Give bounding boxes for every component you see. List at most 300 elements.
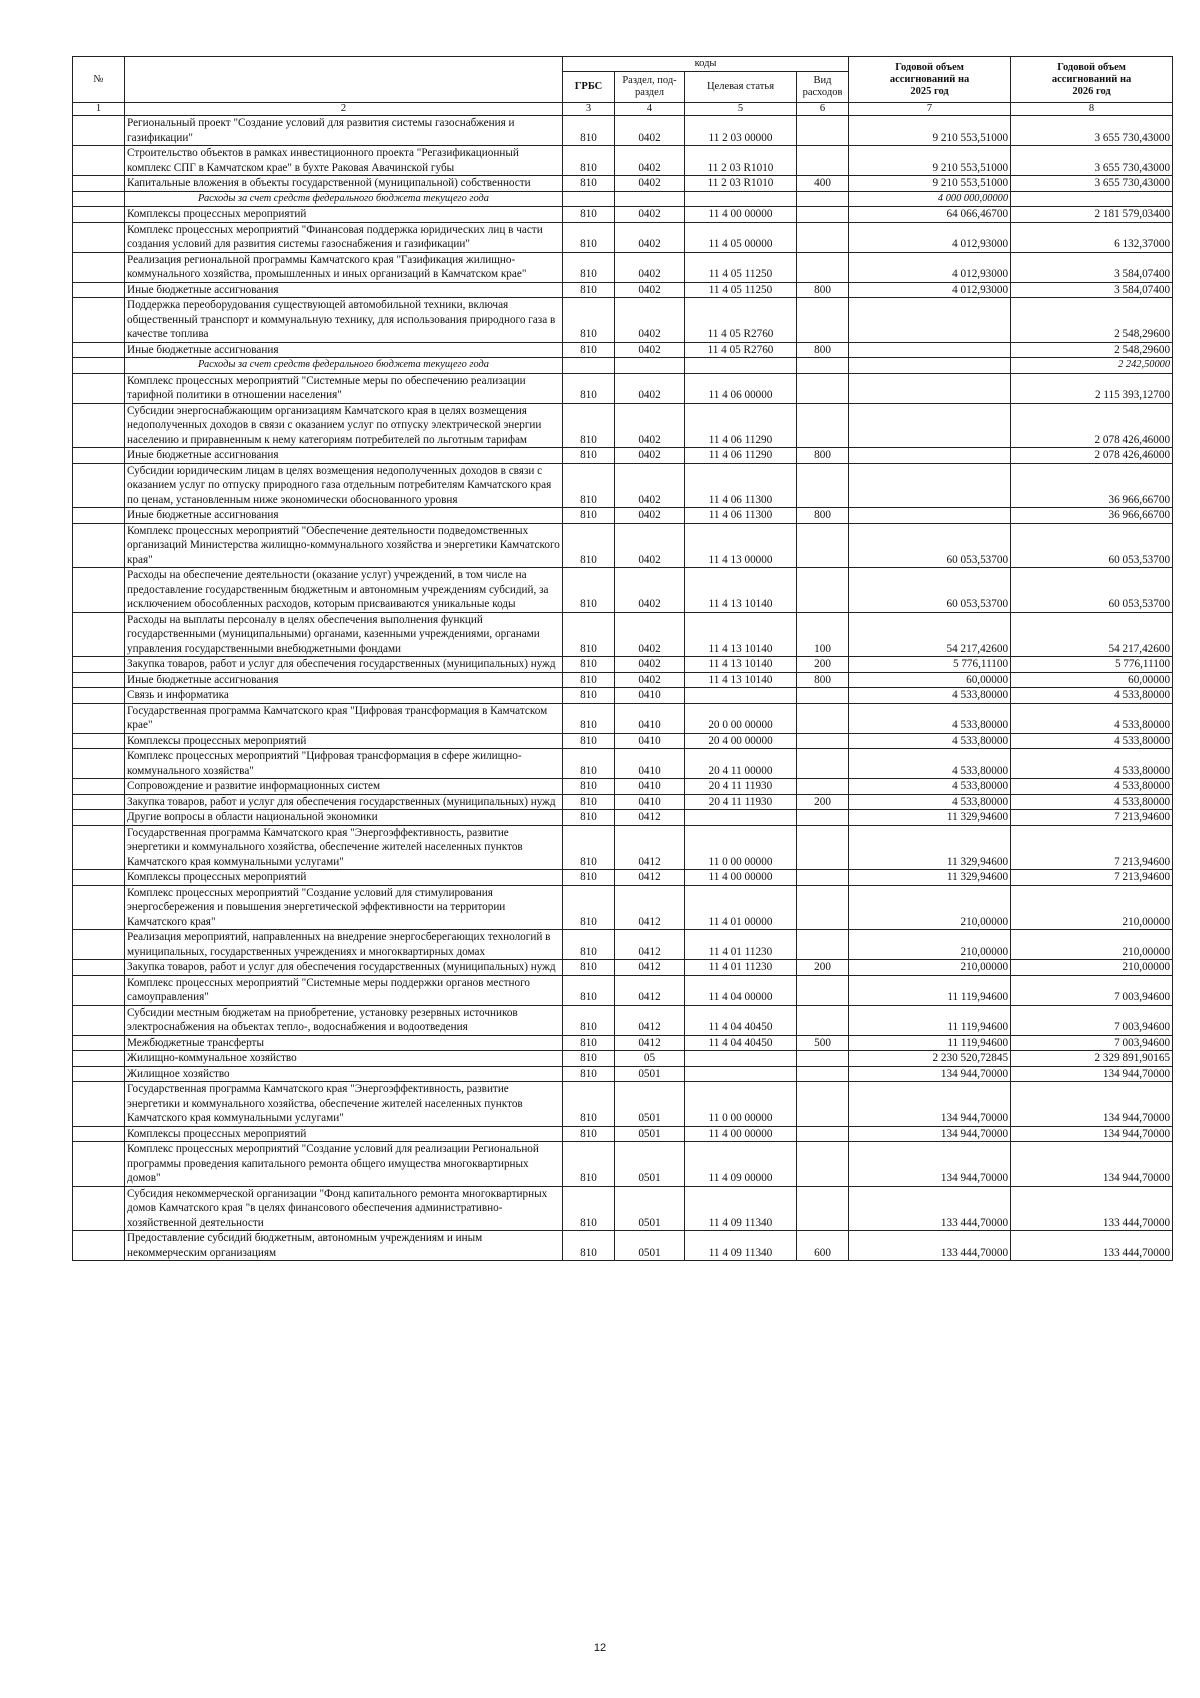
row-grbs-cell: 810 — [563, 930, 615, 960]
row-target-cell: 11 4 05 R2760 — [685, 342, 797, 358]
row-grbs-cell: 810 — [563, 779, 615, 795]
table-row — [73, 1082, 1173, 1127]
row-2025-cell: 134 944,70000 — [849, 1066, 1011, 1082]
row-vid-cell — [797, 688, 849, 704]
row-vid-cell — [797, 568, 849, 613]
table-row — [73, 523, 1173, 568]
row-grbs-cell: 810 — [563, 448, 615, 464]
row-2025-cell — [849, 373, 1011, 403]
row-name-cell: Другие вопросы в области национальной экономики — [125, 810, 563, 826]
row-2025-cell — [849, 508, 1011, 524]
row-number-cell — [73, 1186, 125, 1231]
row-target-cell: 11 4 09 11340 — [685, 1186, 797, 1231]
row-target-cell: 20 4 11 11930 — [685, 794, 797, 810]
row-2026-cell: 2 548,29600 — [1011, 342, 1173, 358]
row-razdel-cell: 0501 — [615, 1126, 685, 1142]
row-number-cell — [73, 1231, 125, 1261]
table-row — [73, 298, 1173, 343]
row-vid-cell — [797, 975, 849, 1005]
row-name-cell: Расходы на выплаты персоналу в целях обеспечения выполнения функций государственными (муниципальными) органами, казенными учреждениями, органами управления государственными внебюджетными фондами — [125, 612, 563, 657]
row-target-cell: 11 4 05 R2760 — [685, 298, 797, 343]
table-row — [73, 810, 1173, 826]
row-2025-cell: 60,00000 — [849, 672, 1011, 688]
row-target-cell: 11 4 04 40450 — [685, 1035, 797, 1051]
row-name-cell: Поддержка переоборудования существующей автомобильной техники, включая общественный транспорт и коммунальную технику, для использования природного газа в качестве топлива — [125, 298, 563, 343]
row-number-cell — [73, 1005, 125, 1035]
row-vid-cell — [797, 222, 849, 252]
row-2026-cell: 54 217,42600 — [1011, 612, 1173, 657]
table-row — [73, 1126, 1173, 1142]
row-vid-cell — [797, 463, 849, 508]
row-number-cell — [73, 282, 125, 298]
row-grbs-cell: 810 — [563, 282, 615, 298]
row-target-cell: 11 4 04 40450 — [685, 1005, 797, 1035]
row-name-cell: Субсидии энергоснабжающим организациям Камчатского края в целях возмещения недополученных доходов в связи с оказанием услуг по отпуску электрической энергии населению и приравненным к нему категориям потребителей по льготным тарифам — [125, 403, 563, 448]
row-vid-cell — [797, 825, 849, 870]
row-grbs-cell: 810 — [563, 657, 615, 673]
header-num: № — [73, 57, 125, 103]
row-2026-cell: 210,00000 — [1011, 885, 1173, 930]
row-2026-cell: 60 053,53700 — [1011, 568, 1173, 613]
row-grbs-cell: 810 — [563, 222, 615, 252]
row-razdel-cell: 0501 — [615, 1082, 685, 1127]
row-name-cell: Расходы за счет средств федерального бюджета текущего года — [125, 191, 563, 207]
table-row — [73, 191, 1173, 207]
row-vid-cell — [797, 749, 849, 779]
row-number-cell — [73, 448, 125, 464]
row-vid-cell — [797, 298, 849, 343]
row-grbs-cell: 810 — [563, 1231, 615, 1261]
budget-table — [72, 56, 1173, 1261]
row-name-cell: Комплекс процессных мероприятий "Финансовая поддержка юридических лиц в части создания условий для развития системы газоснабжения и газификации" — [125, 222, 563, 252]
table-row — [73, 885, 1173, 930]
row-number-cell — [73, 523, 125, 568]
row-vid-cell: 200 — [797, 657, 849, 673]
row-vid-cell — [797, 523, 849, 568]
row-2025-cell: 210,00000 — [849, 885, 1011, 930]
table-row — [73, 960, 1173, 976]
row-razdel-cell: 0412 — [615, 885, 685, 930]
table-row — [73, 176, 1173, 192]
row-2026-cell: 4 533,80000 — [1011, 703, 1173, 733]
row-2025-cell: 210,00000 — [849, 960, 1011, 976]
row-vid-cell — [797, 146, 849, 176]
row-number-cell — [73, 191, 125, 207]
row-grbs-cell: 810 — [563, 252, 615, 282]
row-2026-cell: 134 944,70000 — [1011, 1142, 1173, 1187]
row-number-cell — [73, 885, 125, 930]
row-vid-cell: 800 — [797, 342, 849, 358]
row-target-cell: 20 4 11 11930 — [685, 779, 797, 795]
row-razdel-cell: 0402 — [615, 373, 685, 403]
row-2025-cell: 4 533,80000 — [849, 733, 1011, 749]
row-2026-cell — [1011, 191, 1173, 207]
row-razdel-cell: 0410 — [615, 733, 685, 749]
row-number-cell — [73, 176, 125, 192]
row-grbs-cell: 810 — [563, 1142, 615, 1187]
row-grbs-cell: 810 — [563, 342, 615, 358]
table-row — [73, 870, 1173, 886]
row-vid-cell — [797, 252, 849, 282]
row-vid-cell — [797, 373, 849, 403]
row-name-cell: Субсидии местным бюджетам на приобретение, установку резервных источников электроснабжения на объектах тепло-, водоснабжения и водоотведения — [125, 1005, 563, 1035]
row-vid-cell — [797, 733, 849, 749]
row-razdel-cell: 0412 — [615, 870, 685, 886]
row-name-cell: Комплексы процессных мероприятий — [125, 870, 563, 886]
row-target-cell: 20 0 00 00000 — [685, 703, 797, 733]
row-number-cell — [73, 870, 125, 886]
row-target-cell: 11 4 09 11340 — [685, 1231, 797, 1261]
row-target-cell: 11 4 00 00000 — [685, 1126, 797, 1142]
row-name-cell: Комплекс процессных мероприятий "Создание условий для реализации Региональной программы проведения капитального ремонта общего имущества многоквартирных домов" — [125, 1142, 563, 1187]
table-row — [73, 930, 1173, 960]
row-target-cell: 11 4 01 00000 — [685, 885, 797, 930]
row-vid-cell — [797, 207, 849, 223]
row-vid-cell: 500 — [797, 1035, 849, 1051]
row-name-cell: Комплекс процессных мероприятий "Обеспечение деятельности подведомственных организаций Министерства жилищно-коммунального хозяйства и энергетики Камчатского края" — [125, 523, 563, 568]
row-vid-cell — [797, 870, 849, 886]
row-target-cell: 11 4 00 00000 — [685, 207, 797, 223]
row-number-cell — [73, 252, 125, 282]
row-vid-cell — [797, 1005, 849, 1035]
row-target-cell: 11 4 06 11290 — [685, 403, 797, 448]
row-target-cell: 11 4 13 00000 — [685, 523, 797, 568]
row-grbs-cell: 810 — [563, 885, 615, 930]
row-grbs-cell: 810 — [563, 508, 615, 524]
row-vid-cell: 800 — [797, 508, 849, 524]
row-razdel-cell: 0402 — [615, 222, 685, 252]
row-2025-cell: 210,00000 — [849, 930, 1011, 960]
row-number-cell — [73, 373, 125, 403]
table-row — [73, 116, 1173, 146]
row-2025-cell: 11 329,94600 — [849, 825, 1011, 870]
row-razdel-cell: 0412 — [615, 960, 685, 976]
row-vid-cell — [797, 1066, 849, 1082]
row-number-cell — [73, 403, 125, 448]
row-vid-cell — [797, 191, 849, 207]
column-number: 6 — [797, 103, 849, 116]
row-2026-cell: 3 655 730,43000 — [1011, 146, 1173, 176]
row-2025-cell — [849, 448, 1011, 464]
row-target-cell — [685, 1051, 797, 1067]
row-2025-cell: 60 053,53700 — [849, 568, 1011, 613]
row-2026-cell: 133 444,70000 — [1011, 1231, 1173, 1261]
table-row — [73, 448, 1173, 464]
row-vid-cell: 100 — [797, 612, 849, 657]
row-vid-cell: 200 — [797, 960, 849, 976]
row-target-cell: 20 4 11 00000 — [685, 749, 797, 779]
row-vid-cell — [797, 1051, 849, 1067]
row-vid-cell — [797, 779, 849, 795]
row-2026-cell: 3 584,07400 — [1011, 282, 1173, 298]
row-grbs-cell: 810 — [563, 568, 615, 613]
row-2026-cell: 7 003,94600 — [1011, 1005, 1173, 1035]
row-name-cell: Иные бюджетные ассигнования — [125, 282, 563, 298]
row-name-cell: Государственная программа Камчатского края "Энергоэффективность, развитие энергетики и коммунального хозяйства, обеспечение жителей населенных пунктов Камчатского края коммунальными услугами" — [125, 825, 563, 870]
table-row — [73, 672, 1173, 688]
row-razdel-cell — [615, 191, 685, 207]
row-vid-cell — [797, 1142, 849, 1187]
row-2026-cell: 134 944,70000 — [1011, 1082, 1173, 1127]
row-2025-cell: 4 533,80000 — [849, 688, 1011, 704]
table-row — [73, 703, 1173, 733]
table-row — [73, 749, 1173, 779]
table-row — [73, 207, 1173, 223]
row-vid-cell — [797, 1082, 849, 1127]
page-number: 12 — [593, 1642, 607, 1654]
row-target-cell: 11 4 01 11230 — [685, 960, 797, 976]
row-number-cell — [73, 825, 125, 870]
row-2025-cell: 134 944,70000 — [849, 1126, 1011, 1142]
row-razdel-cell: 0501 — [615, 1066, 685, 1082]
table-row — [73, 342, 1173, 358]
table-row — [73, 794, 1173, 810]
row-grbs-cell: 810 — [563, 1082, 615, 1127]
row-2026-cell: 3 655 730,43000 — [1011, 116, 1173, 146]
row-grbs-cell: 810 — [563, 960, 615, 976]
row-name-cell: Иные бюджетные ассигнования — [125, 342, 563, 358]
row-name-cell: Жилищное хозяйство — [125, 1066, 563, 1082]
row-target-cell: 11 4 09 00000 — [685, 1142, 797, 1187]
row-razdel-cell: 0402 — [615, 657, 685, 673]
row-grbs-cell: 810 — [563, 612, 615, 657]
row-2025-cell: 4 012,93000 — [849, 282, 1011, 298]
header-codes: коды — [563, 57, 849, 72]
row-razdel-cell: 0402 — [615, 207, 685, 223]
row-number-cell — [73, 749, 125, 779]
row-name-cell: Закупка товаров, работ и услуг для обеспечения государственных (муниципальных) нужд — [125, 794, 563, 810]
table-row — [73, 463, 1173, 508]
column-number: 1 — [73, 103, 125, 116]
row-vid-cell — [797, 358, 849, 374]
table-body — [73, 116, 1173, 1261]
row-grbs-cell: 810 — [563, 1066, 615, 1082]
row-2026-cell: 7 213,94600 — [1011, 825, 1173, 870]
table-row — [73, 282, 1173, 298]
row-name-cell: Комплексы процессных мероприятий — [125, 1126, 563, 1142]
table-row — [73, 1142, 1173, 1187]
row-number-cell — [73, 612, 125, 657]
row-number-cell — [73, 568, 125, 613]
row-2025-cell: 54 217,42600 — [849, 612, 1011, 657]
row-target-cell: 11 0 00 00000 — [685, 1082, 797, 1127]
column-number: 5 — [685, 103, 797, 116]
row-number-cell — [73, 930, 125, 960]
row-number-cell — [73, 733, 125, 749]
header-razdel: Раздел, под- раздел — [615, 72, 685, 103]
row-2025-cell: 5 776,11100 — [849, 657, 1011, 673]
row-target-cell: 11 2 03 00000 — [685, 116, 797, 146]
row-target-cell: 11 4 13 10140 — [685, 657, 797, 673]
row-2025-cell — [849, 463, 1011, 508]
row-grbs-cell: 810 — [563, 688, 615, 704]
header-target: Целевая статья — [685, 72, 797, 103]
header-vid: Вид расходов — [797, 72, 849, 103]
table-row — [73, 975, 1173, 1005]
row-2026-cell: 2 078 426,46000 — [1011, 448, 1173, 464]
row-razdel-cell: 0412 — [615, 975, 685, 1005]
row-name-cell: Сопровождение и развитие информационных систем — [125, 779, 563, 795]
row-grbs-cell: 810 — [563, 116, 615, 146]
row-name-cell: Расходы на обеспечение деятельности (оказание услуг) учреждений, в том числе на предоставление государственным бюджетным и автономным учреждениям субсидий, за исключением обособленных расходов, которым присваиваются уникальные коды — [125, 568, 563, 613]
row-grbs-cell: 810 — [563, 1035, 615, 1051]
row-grbs-cell: 810 — [563, 794, 615, 810]
row-grbs-cell: 810 — [563, 1126, 615, 1142]
header-grbs: ГРБС — [563, 72, 615, 103]
row-razdel-cell: 0412 — [615, 930, 685, 960]
table-row — [73, 688, 1173, 704]
row-2025-cell: 9 210 553,51000 — [849, 176, 1011, 192]
row-name-cell: Комплекс процессных мероприятий "Создание условий для стимулирования энергосбережения и повышения энергетической эффективности на территории Камчатского края" — [125, 885, 563, 930]
row-razdel-cell: 0501 — [615, 1142, 685, 1187]
row-2026-cell: 60 053,53700 — [1011, 523, 1173, 568]
row-name-cell: Строительство объектов в рамках инвестиционного проекта "Регазификационный комплекс СПГ в Камчатском крае" в бухте Раковая Авачинской губы — [125, 146, 563, 176]
row-vid-cell: 800 — [797, 672, 849, 688]
row-2026-cell: 2 078 426,46000 — [1011, 403, 1173, 448]
row-razdel-cell: 0501 — [615, 1231, 685, 1261]
row-target-cell: 11 4 06 00000 — [685, 373, 797, 403]
row-name-cell: Капитальные вложения в объекты государственной (муниципальной) собственности — [125, 176, 563, 192]
row-number-cell — [73, 794, 125, 810]
row-2026-cell: 133 444,70000 — [1011, 1186, 1173, 1231]
row-target-cell — [685, 358, 797, 374]
row-razdel-cell — [615, 358, 685, 374]
row-target-cell: 11 4 00 00000 — [685, 870, 797, 886]
row-name-cell: Закупка товаров, работ и услуг для обеспечения государственных (муниципальных) нужд — [125, 657, 563, 673]
row-grbs-cell: 810 — [563, 810, 615, 826]
row-number-cell — [73, 342, 125, 358]
row-2025-cell: 133 444,70000 — [849, 1231, 1011, 1261]
row-name-cell: Расходы за счет средств федерального бюджета текущего года — [125, 358, 563, 374]
row-vid-cell — [797, 1126, 849, 1142]
row-2025-cell: 4 012,93000 — [849, 222, 1011, 252]
row-target-cell: 11 4 04 00000 — [685, 975, 797, 1005]
row-number-cell — [73, 1035, 125, 1051]
row-razdel-cell: 0402 — [615, 448, 685, 464]
row-name-cell: Межбюджетные трансферты — [125, 1035, 563, 1051]
row-2025-cell: 4 533,80000 — [849, 703, 1011, 733]
row-grbs-cell: 810 — [563, 733, 615, 749]
table-row — [73, 403, 1173, 448]
table-row — [73, 373, 1173, 403]
row-name-cell: Закупка товаров, работ и услуг для обеспечения государственных (муниципальных) нужд — [125, 960, 563, 976]
row-grbs-cell: 810 — [563, 825, 615, 870]
row-2025-cell: 4 533,80000 — [849, 749, 1011, 779]
row-2025-cell: 133 444,70000 — [849, 1186, 1011, 1231]
row-razdel-cell: 0402 — [615, 252, 685, 282]
row-number-cell — [73, 1051, 125, 1067]
row-grbs-cell: 810 — [563, 1051, 615, 1067]
row-number-cell — [73, 222, 125, 252]
row-number-cell — [73, 657, 125, 673]
row-2025-cell: 4 533,80000 — [849, 794, 1011, 810]
column-number-row — [73, 103, 1173, 116]
row-name-cell: Предоставление субсидий бюджетным, автономным учреждениям и иным некоммерческим организациям — [125, 1231, 563, 1261]
row-2025-cell: 60 053,53700 — [849, 523, 1011, 568]
row-number-cell — [73, 463, 125, 508]
row-razdel-cell: 0402 — [615, 298, 685, 343]
row-2026-cell: 7 213,94600 — [1011, 870, 1173, 886]
row-vid-cell: 800 — [797, 282, 849, 298]
row-2026-cell: 4 533,80000 — [1011, 733, 1173, 749]
row-grbs-cell: 810 — [563, 207, 615, 223]
row-vid-cell: 200 — [797, 794, 849, 810]
row-number-cell — [73, 672, 125, 688]
row-2025-cell: 11 119,94600 — [849, 1035, 1011, 1051]
row-2026-cell: 60,00000 — [1011, 672, 1173, 688]
row-razdel-cell: 0410 — [615, 703, 685, 733]
row-number-cell — [73, 688, 125, 704]
row-vid-cell — [797, 930, 849, 960]
row-razdel-cell: 0402 — [615, 403, 685, 448]
row-razdel-cell: 0402 — [615, 342, 685, 358]
row-name-cell: Иные бюджетные ассигнования — [125, 508, 563, 524]
row-name-cell: Региональный проект "Создание условий для развития системы газоснабжения и газификации" — [125, 116, 563, 146]
column-number: 8 — [1011, 103, 1173, 116]
row-number-cell — [73, 779, 125, 795]
row-name-cell: Государственная программа Камчатского края "Энергоэффективность, развитие энергетики и коммунального хозяйства, обеспечение жителей населенных пунктов Камчатского края коммунальными услугами" — [125, 1082, 563, 1127]
row-grbs-cell: 810 — [563, 870, 615, 886]
row-grbs-cell: 810 — [563, 672, 615, 688]
row-name-cell: Комплексы процессных мероприятий — [125, 207, 563, 223]
row-2025-cell — [849, 342, 1011, 358]
row-2025-cell: 4 000 000,00000 — [849, 191, 1011, 207]
row-target-cell: 11 0 00 00000 — [685, 825, 797, 870]
row-2026-cell: 5 776,11100 — [1011, 657, 1173, 673]
row-2026-cell: 36 966,66700 — [1011, 508, 1173, 524]
row-number-cell — [73, 810, 125, 826]
row-vid-cell — [797, 1186, 849, 1231]
row-target-cell: 11 4 05 00000 — [685, 222, 797, 252]
row-2026-cell: 2 115 393,12700 — [1011, 373, 1173, 403]
table-row — [73, 825, 1173, 870]
row-number-cell — [73, 1066, 125, 1082]
row-razdel-cell: 0402 — [615, 672, 685, 688]
row-number-cell — [73, 1082, 125, 1127]
row-name-cell: Комплекс процессных мероприятий "Системные меры поддержки органов местного самоуправления" — [125, 975, 563, 1005]
row-grbs-cell: 810 — [563, 749, 615, 779]
row-razdel-cell: 0412 — [615, 1035, 685, 1051]
row-name-cell: Иные бюджетные ассигнования — [125, 672, 563, 688]
row-2026-cell: 210,00000 — [1011, 930, 1173, 960]
row-razdel-cell: 0501 — [615, 1186, 685, 1231]
row-razdel-cell: 0412 — [615, 825, 685, 870]
row-2025-cell: 9 210 553,51000 — [849, 116, 1011, 146]
row-vid-cell — [797, 403, 849, 448]
row-grbs-cell — [563, 358, 615, 374]
row-grbs-cell: 810 — [563, 463, 615, 508]
header-2026: Годовой объем ассигнований на 2026 год — [1011, 57, 1173, 103]
column-number: 3 — [563, 103, 615, 116]
row-name-cell: Комплексы процессных мероприятий — [125, 733, 563, 749]
row-2025-cell: 64 066,46700 — [849, 207, 1011, 223]
row-razdel-cell: 0402 — [615, 612, 685, 657]
row-2026-cell: 3 584,07400 — [1011, 252, 1173, 282]
row-2026-cell: 210,00000 — [1011, 960, 1173, 976]
row-razdel-cell: 0402 — [615, 523, 685, 568]
header-name — [125, 57, 563, 103]
row-2025-cell — [849, 403, 1011, 448]
row-number-cell — [73, 508, 125, 524]
row-razdel-cell: 05 — [615, 1051, 685, 1067]
row-vid-cell: 800 — [797, 448, 849, 464]
row-name-cell: Субсидии юридическим лицам в целях возмещения недополученных доходов в связи с оказанием услуг по отпуску природного газа отдельным потребителям Камчатского края по ценам, установленным ниже экономически обоснованного уровня — [125, 463, 563, 508]
row-target-cell: 11 4 13 10140 — [685, 612, 797, 657]
table-row — [73, 358, 1173, 374]
row-2026-cell: 36 966,66700 — [1011, 463, 1173, 508]
row-2026-cell: 2 329 891,90165 — [1011, 1051, 1173, 1067]
row-grbs-cell: 810 — [563, 975, 615, 1005]
